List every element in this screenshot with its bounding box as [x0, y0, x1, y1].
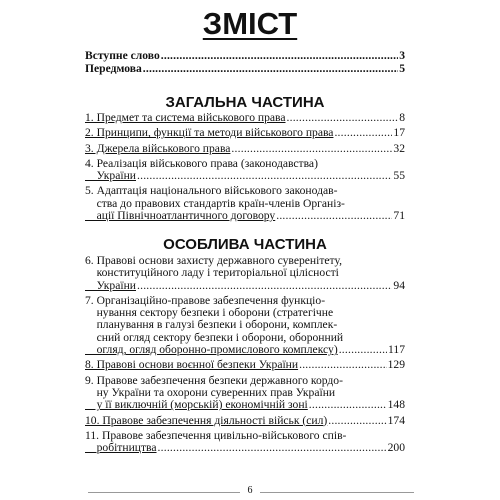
toc-entry-text: ства до правових стандартів країн-членів Організ- — [85, 196, 345, 210]
dot-leader — [339, 344, 387, 356]
toc-page-number: 148 — [387, 398, 405, 412]
toc-page-number: 200 — [387, 441, 405, 455]
toc-entry-text: України — [85, 169, 136, 183]
dot-leader — [328, 415, 386, 427]
dot-leader — [143, 63, 398, 75]
toc-page-number: 5 — [399, 62, 405, 76]
dot-leader — [231, 143, 392, 155]
toc-entry-text: 4. Реалізація військового права (законодавства) — [85, 156, 318, 170]
dot-leader — [137, 280, 392, 292]
toc-entry-text: нування сектору безпеки і оборони (стратегічне — [85, 306, 334, 320]
toc-entry — [85, 185, 405, 222]
toc-entry-text: 5. Адаптація національного військового законодав- — [85, 184, 338, 198]
dot-leader — [287, 112, 399, 124]
toc-entry-text: ації Північноатлантичного договору — [85, 209, 276, 223]
toc-entry-text: України — [85, 278, 136, 292]
toc-page-number: 94 — [393, 278, 405, 292]
dot-leader — [309, 399, 387, 411]
toc-entry — [85, 430, 405, 455]
toc-entry-text: сний огляд сектору безпеки і оборони, оборонний — [85, 330, 344, 344]
toc-entry — [85, 112, 405, 124]
toc-page-number: 55 — [393, 169, 405, 183]
page-title: ЗМІСТ — [202, 6, 298, 41]
intro-list — [85, 50, 405, 77]
section-heading-general: ЗАГАЛЬНА ЧАСТИНА — [165, 94, 325, 111]
toc-entry-text: конституційного ладу і територіальної цілісності — [85, 266, 339, 280]
toc-page-number: 17 — [393, 126, 405, 140]
toc-entry — [85, 295, 405, 356]
toc-entry-text: Передмова — [85, 62, 142, 76]
toc-entry-text: ну України та охорони суверенних прав України — [85, 385, 336, 399]
dot-leader — [158, 442, 387, 454]
toc-entry-text: 9. Правове забезпечення безпеки державного кордо- — [85, 373, 343, 387]
toc-entry — [85, 375, 405, 412]
toc-page-number: 117 — [388, 343, 405, 357]
toc-page-number: 174 — [387, 413, 405, 427]
toc-entry-text: 8. Правові основи воєнної безпеки України — [85, 358, 299, 372]
toc-entry — [85, 63, 405, 75]
general-part-list — [85, 112, 405, 225]
page-number: 6 — [247, 485, 253, 496]
toc-page-number: 3 — [399, 49, 405, 62]
toc-entry — [85, 255, 405, 292]
dot-leader — [299, 359, 387, 371]
special-part-list — [85, 255, 405, 457]
toc-page-number: 129 — [387, 358, 405, 372]
toc-entry — [85, 359, 405, 371]
toc-entry-text: у її виключній (морській) економічній зоні — [85, 398, 308, 412]
toc-entry-text: огляд, огляд оборонно-промислового комплексу) — [85, 343, 338, 357]
toc-entry-text: 11. Правове забезпечення цивільно-військового спів- — [85, 428, 347, 442]
dot-leader — [161, 50, 398, 62]
dot-leader — [334, 127, 392, 139]
dot-leader — [276, 210, 392, 222]
toc-entry — [85, 415, 405, 427]
dot-leader — [137, 170, 392, 182]
toc-entry-text: Вступне слово — [85, 49, 160, 62]
toc-entry-text: планування в галузі безпеки і оборони, комплек- — [85, 318, 338, 332]
toc-entry-text: 2. Принципи, функції та методи військового права — [85, 126, 334, 140]
toc-entry — [85, 158, 405, 183]
toc-entry-text: 7. Організаційно-правове забезпечення функціо- — [85, 293, 326, 307]
toc-page-number: 71 — [393, 209, 405, 223]
toc-entry — [85, 127, 405, 139]
toc-entry-text: 6. Правові основи захисту державного суверенітету, — [85, 254, 342, 267]
toc-entry — [85, 143, 405, 155]
toc-entry-text: 1. Предмет та система військового права — [85, 111, 286, 124]
toc-page-number: 32 — [393, 141, 405, 155]
toc-entry-text: 10. Правове забезпечення діяльності військ (сил) — [85, 413, 328, 427]
toc-entry — [85, 50, 405, 62]
toc-entry-text: 3. Джерела військового права — [85, 141, 231, 155]
section-heading-special: ОСОБЛИВА ЧАСТИНА — [163, 236, 327, 253]
toc-entry-text: робітництва — [85, 441, 157, 455]
toc-page-number: 8 — [399, 111, 405, 124]
